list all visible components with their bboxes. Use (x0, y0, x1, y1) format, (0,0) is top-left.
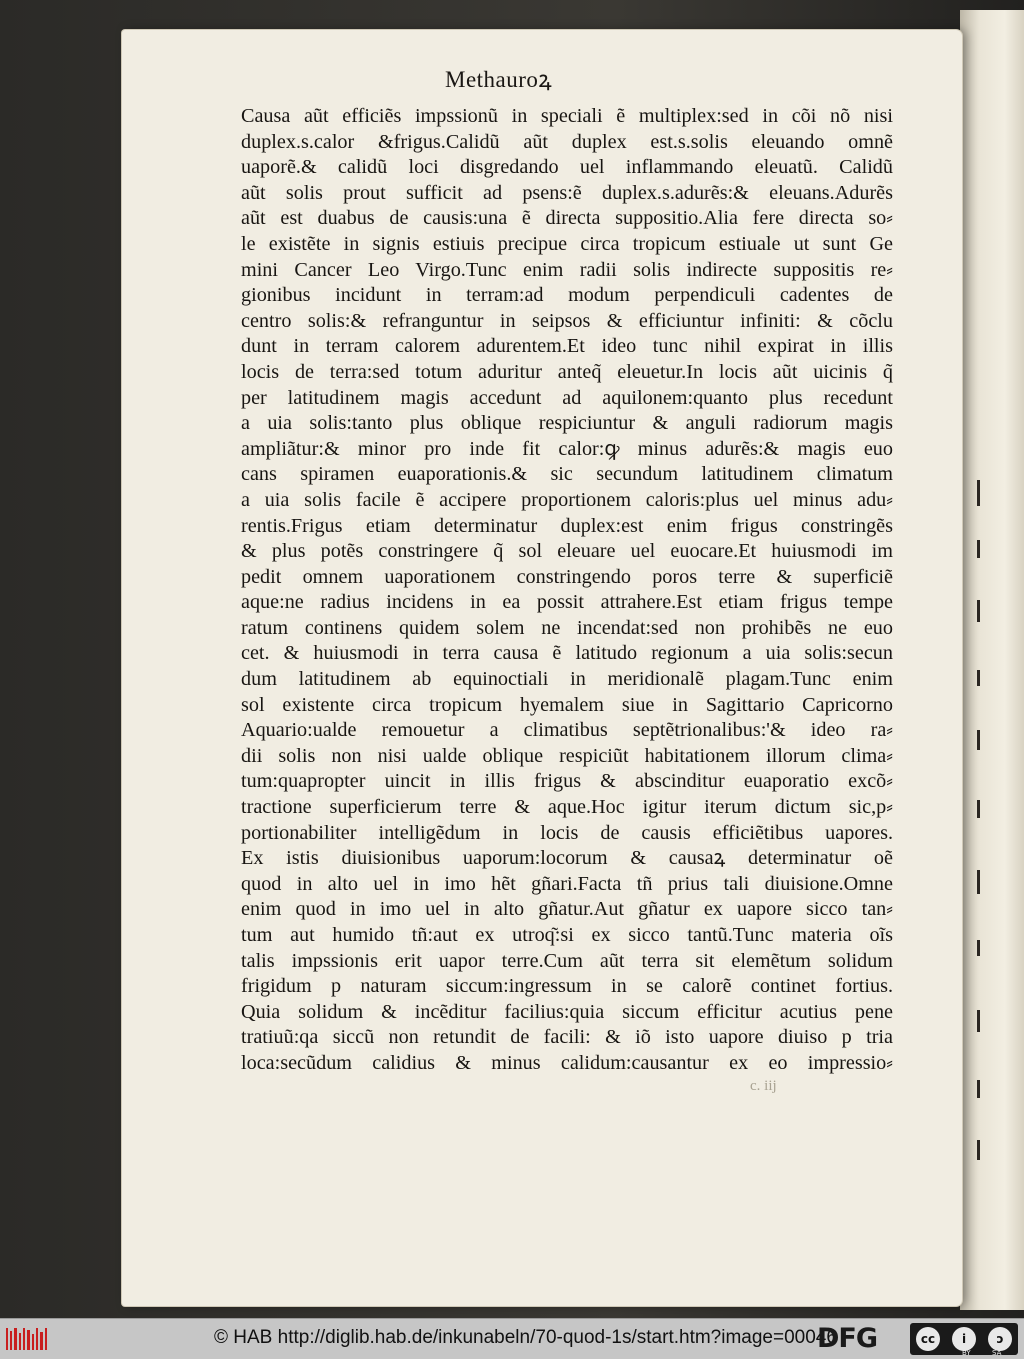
text-line: ampliãtur:& minor pro inde fit calor:ꝙ minus adurẽs:& magis euo (241, 437, 893, 460)
facing-page-edge (960, 10, 1024, 1310)
text-line: portionabiliter intelligẽdum in locis de causis efficiẽtibus uapores. (241, 821, 893, 844)
ruler-marks (975, 480, 983, 1180)
text-line: locis de terra:sed totum aduritur anteq̃ eleuetur.In locis aũt uicinis q̃ (241, 360, 893, 383)
text-line: dunt in terram calorem adurentem.Et ideo tunc nihil expirat in illis (241, 335, 893, 358)
running-head: Methauroꝝ (445, 67, 553, 92)
text-line: pedit omnem uaporationem constringendo poros terre & superficiẽ (241, 565, 893, 588)
text-line: dum latitudinem ab equinoctiali in meridionalẽ plagam.Tunc enim (241, 668, 893, 691)
text-line: tum:quapropter uincit in illis frigus & abscinditur euaporatio excõ⸗ (241, 770, 893, 793)
text-line: enim quod in imo uel in alto gñatur.Aut gñatur ex uapore sicco tan⸗ (241, 898, 893, 921)
text-line: cans spiramen euaporationis.& sic secundum latitudinem climatum (241, 463, 893, 486)
text-line: gionibus incidunt in terram:ad modum perpendiculi cadentes de (241, 284, 893, 307)
text-line: a uia solis facile ẽ accipere proportionem caloris:plus uel minus adu⸗ (241, 488, 893, 511)
viewer-footer (0, 1318, 1024, 1359)
text-line: aque:ne radius incidens in ea possit attrahere.Est etiam frigus tempe (241, 591, 893, 614)
signature-mark: c. iij (750, 1078, 777, 1094)
text-line: dii solis non nisi ualde oblique respiciũt habitationem illorum clima⸗ (241, 744, 893, 767)
text-line: Quia solidum & incẽditur facilius:quia siccum efficitur acutius pene (241, 1000, 893, 1023)
text-line: rentis.Frigus etiam determinatur duplex:est enim frigus constringẽs (241, 514, 893, 537)
attribution-icon: i (952, 1327, 976, 1351)
text-line: quod in alto uel in imo hẽt gñari.Facta tñ prius tali diuisione.Omne (241, 872, 893, 895)
barcode-icon (6, 1328, 48, 1350)
text-line: sol existente circa tropicum hyemalem siue in Sagittario Capricorno (241, 693, 893, 716)
text-line: cet. & huiusmodi in terra causa ẽ latitudo regionum a uia solis:secun (241, 642, 893, 665)
dfg-logo: DFG (817, 1323, 878, 1354)
text-line: centro solis:& refranguntur in seipsos & efficiuntur infiniti: & cõclu (241, 309, 893, 332)
attribution-link[interactable]: © HAB http://diglib.hab.de/inkunabeln/70-quod-1s/start.htm?image=00046 (214, 1327, 837, 1348)
text-line: aũt est duabus de causis:una ẽ directa suppositio.Alia fere directa so⸗ (241, 207, 893, 230)
text-line: talis impssionis erit uapor terre.Cum aũt terra sit elemẽtum solidum (241, 949, 893, 972)
body-text (241, 104, 893, 1077)
cc-icon: cc (916, 1327, 940, 1351)
text-line: duplex.s.calor &frigus.Calidũ aũt duplex est.s.solis eleuando omnẽ (241, 130, 893, 153)
text-line: aũt solis prout sufficit ad psens:ẽ duplex.s.adurẽs:& eleuans.Adurẽs (241, 181, 893, 204)
text-line: tractione superficierum terre & aque.Hoc igitur iterum dictum sic,p⸗ (241, 796, 893, 819)
text-line: uaporẽ.& calidũ loci disgredando uel inflammando eleuatũ. Calidũ (241, 156, 893, 179)
text-line: mini Cancer Leo Virgo.Tunc enim radii solis indirecte suppositis re⸗ (241, 258, 893, 281)
text-line: Aquario:ualde remouetur a climatibus septẽtrionalibus:'& ideo ra⸗ (241, 719, 893, 742)
text-line: per latitudinem magis accedunt ad aquilonem:quanto plus recedunt (241, 386, 893, 409)
share-alike-icon: ↄ (988, 1327, 1012, 1351)
text-line: ratum continens quidem solem ne incendat:sed non prohibẽs ne euo (241, 616, 893, 639)
license-label-sa: SA (992, 1349, 1002, 1357)
text-line: frigidum p naturam siccum:ingressum in se calorẽ continet fortius. (241, 975, 893, 998)
text-line: Ex istis diuisionibus uaporum:locorum & causaꝝ determinatur oẽ (241, 847, 893, 870)
text-line: a uia solis:tanto plus oblique respiciuntur & anguli radiorum magis (241, 412, 893, 435)
text-line: tratiuũ:qa siccũ non retundit de facili: & iõ isto uapore diuiso p tria (241, 1026, 893, 1049)
license-label-by: BY (962, 1349, 971, 1357)
text-line: tum aut humido tñ:aut ex utroq͂:si ex sicco tantũ.Tunc materia oĩs (241, 924, 893, 946)
text-line: Causa aũt efficiẽs impssionũ in speciali ẽ multiplex:sed in cõi nõ nisi (241, 105, 893, 127)
text-line: & plus potẽs constringere q̃ sol eleuare uel euocare.Et huiusmodi im (241, 540, 893, 563)
text-line: loca:secũdum calidius & minus calidum:causantur ex eo impressio⸗ (241, 1051, 893, 1074)
text-line: le existẽte in signis estiuis precipue circa tropicum estiuale ut sunt Ge (241, 232, 893, 255)
